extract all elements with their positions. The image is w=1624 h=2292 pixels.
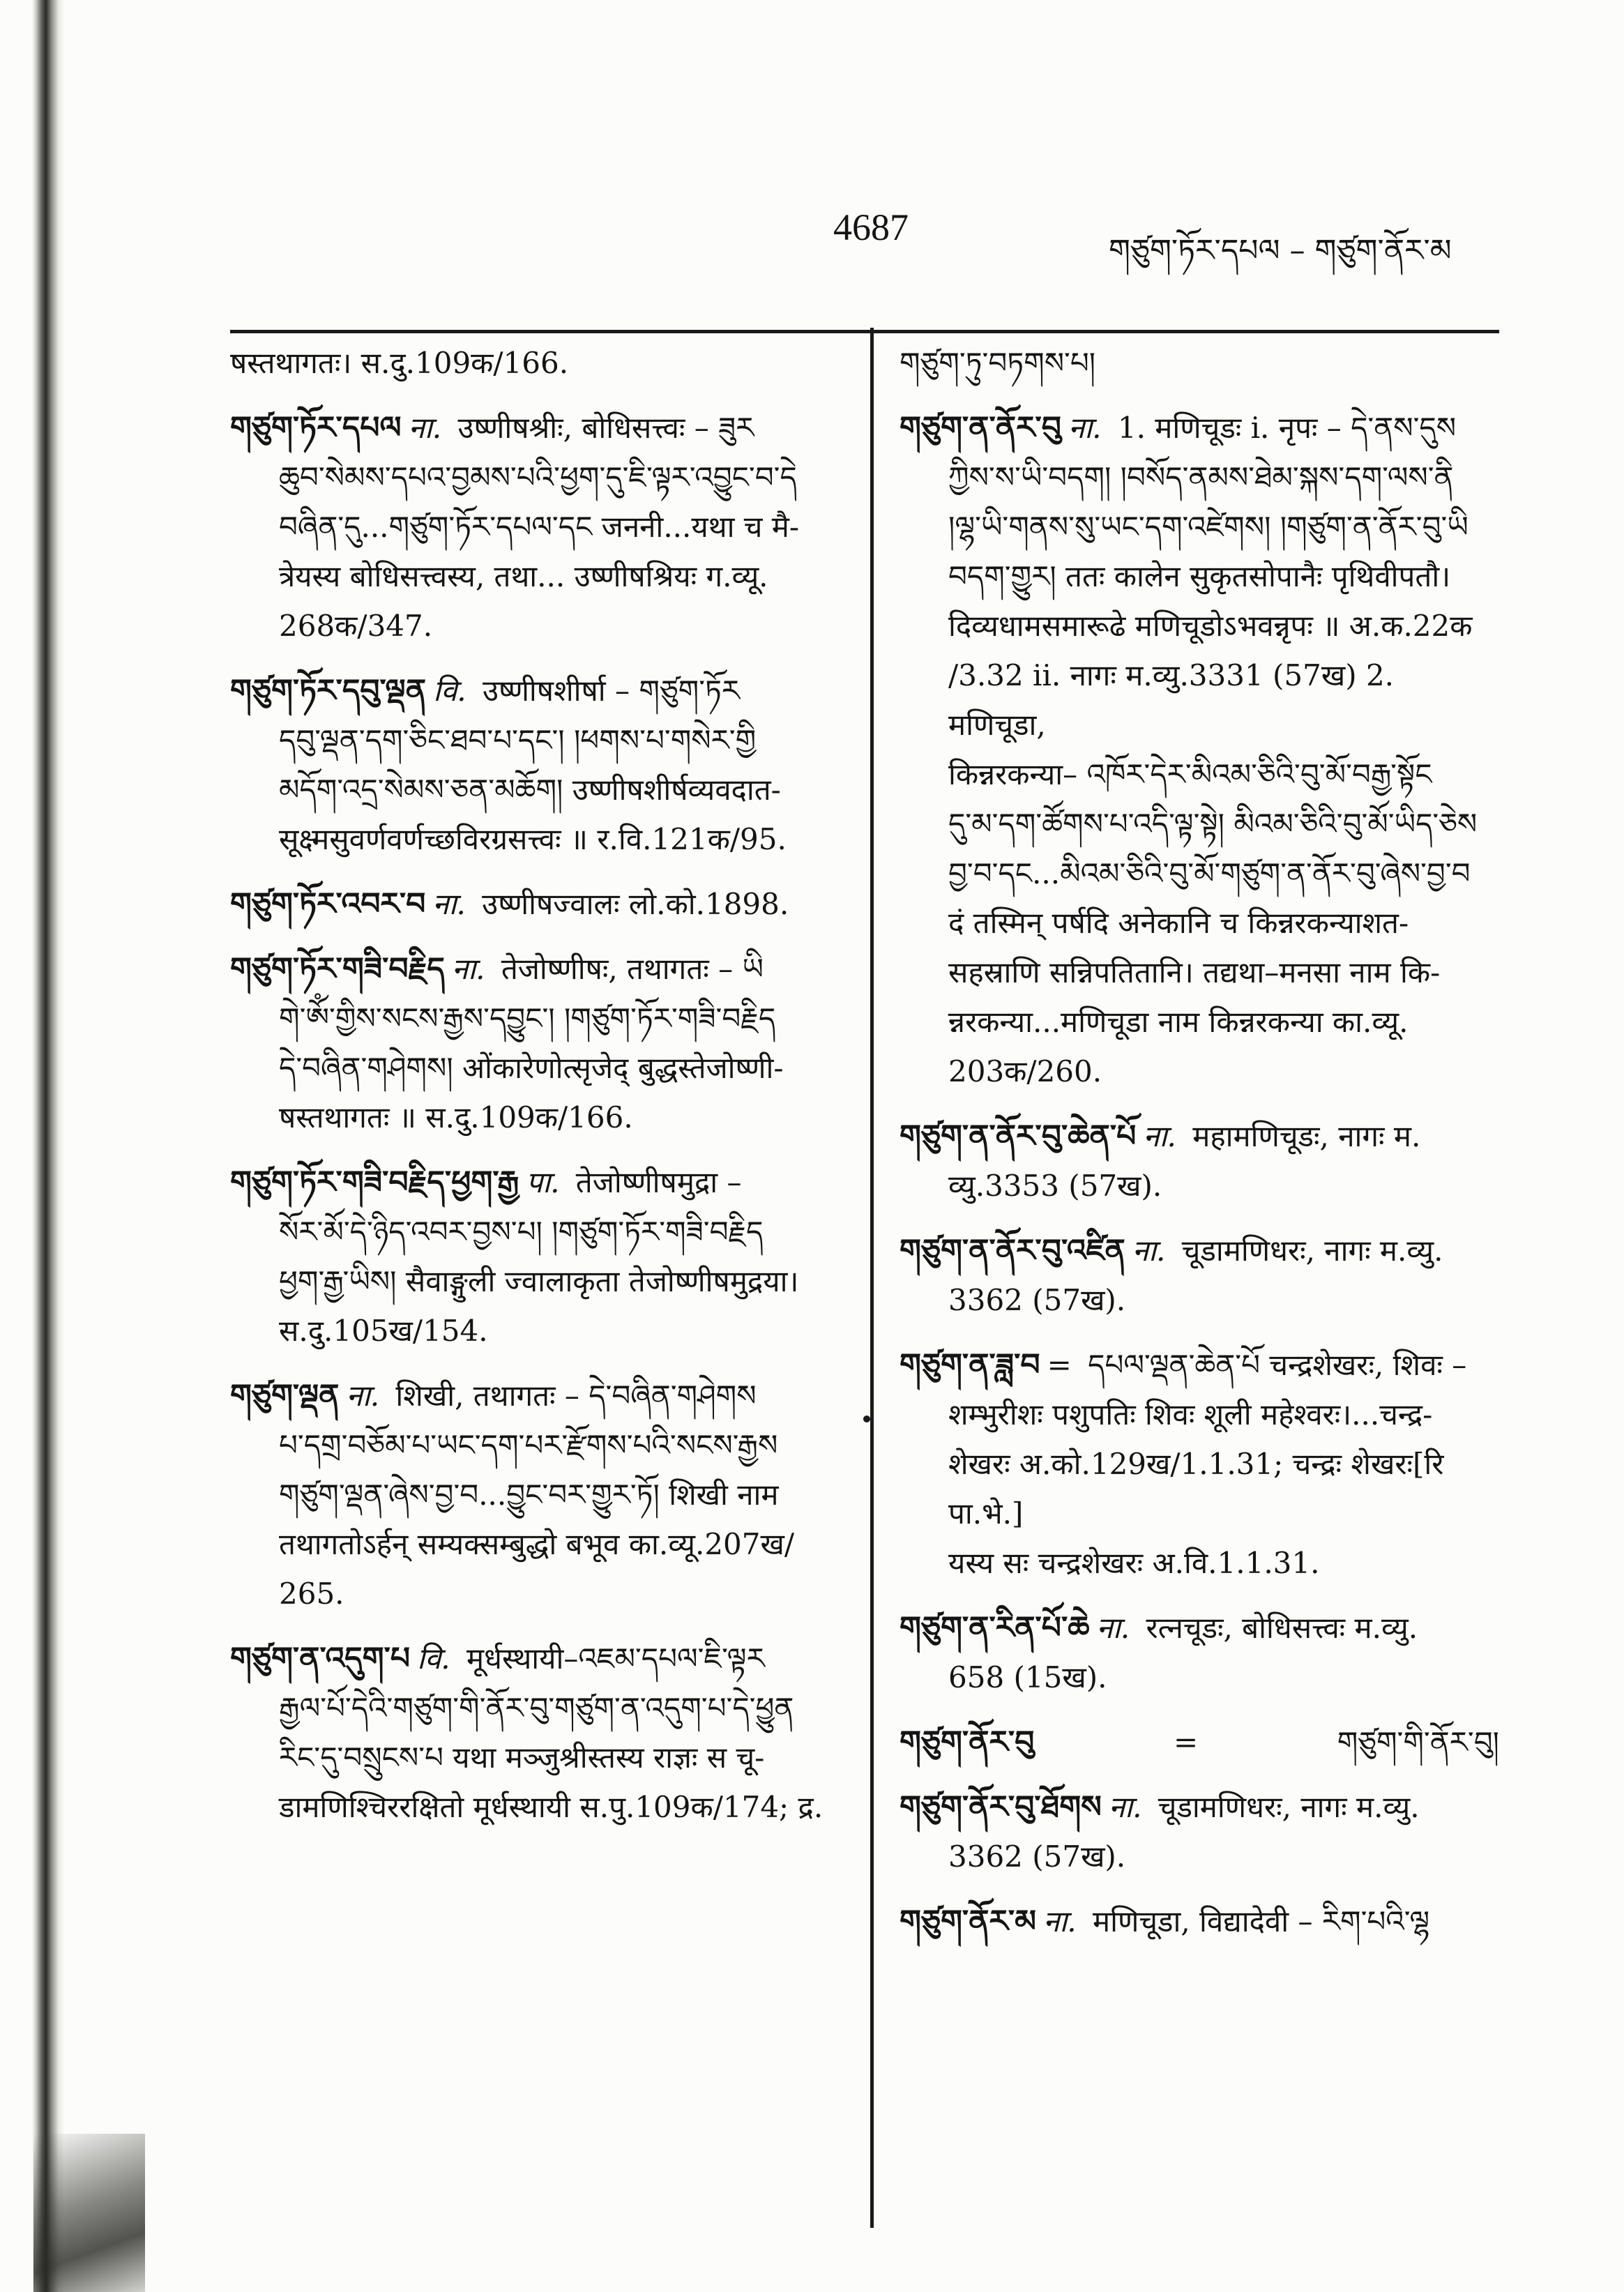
entry-text-line: བཞིན་དུ...གཙུག་ཏོར་དཔལ་དང जननी...यथा च मै- — [279, 510, 800, 544]
headword: གཙུག་ཏོར་གཟི་བརྗིད — [230, 951, 445, 987]
grammar-label: ना. — [1043, 1904, 1077, 1938]
entry-text-line: བྱ་བ་དང...མིའམ་ཅིའི་བུ་མོ་གཙུག་ན་ནོར་བུ་ཞེས་བྱ་བ — [948, 856, 1471, 890]
left-column — [230, 338, 844, 1847]
grammar-label: ना. — [1143, 1119, 1176, 1153]
entry-text-line: 203क/260. — [948, 1054, 1102, 1088]
entry-text-line: चूडामणिधरः, नागः म.व्यु. — [1148, 1790, 1420, 1824]
entry-text-line: उष्णीषशीर्षा – གཙུག་ཏོར — [473, 674, 741, 708]
entry-text-line: शम्भुरीशः पशुपतिः शिवः शूली महेश्वरः।...चन्द्र- — [948, 1397, 1433, 1432]
dictionary-entry — [900, 1603, 1499, 1702]
headword: གཙུག་ན་ནོར་བུ་འཛིན — [900, 1233, 1125, 1268]
entry-text-line: དཔལ་ལྡན་ཆེན་པོ चन्द्रशेखरः, शिवः – — [1078, 1348, 1467, 1382]
headword: གཙུག་ནོར་མ — [900, 1904, 1037, 1939]
entry-text-line: उष्णीषज्वालः लो.को.1898. — [472, 887, 789, 921]
entry-text-line: सूक्ष्मसुवर्णवर्णच्छविरग्रसत्त्वः ॥ र.वि.121क/95. — [279, 822, 787, 856]
dictionary-entry — [900, 338, 1499, 388]
grammar-label: ना. — [451, 952, 485, 986]
entry-text-line: 265. — [279, 1577, 344, 1611]
entry-text-line: किन्नरकन्या– འཁོར་དེར་མིའམ་ཅིའི་བུ་མོ་བརྒྱ་སྟོང — [948, 757, 1432, 791]
grammar-label: ना. — [1108, 1790, 1142, 1824]
dictionary-entry — [230, 1158, 844, 1356]
entry-text-line: ཀྱིས་ས་ཡི་བདག། །བསོད་ནམས་ཐེམ་སྐས་དག་ལས་ནི — [948, 460, 1454, 494]
entry-text-line: त्रेयस्य बोधिसत्त्वस्य, तथा... उष्णीषश्रियः ग.व्यू. — [279, 559, 768, 593]
entry-text-line: व्यु.3353 (57ख). — [948, 1169, 1162, 1203]
entry-text-line: डामणिश्चिररक्षितो मूर्धस्थायी स.पु.109क/174; द्र. — [279, 1790, 824, 1824]
entry-text-line: རྒྱལ་པོ་དེའི་གཙུག་གི་ནོར་བུ་གཙུག་ན་འདུག་པ་དེ་ཕྱུན — [279, 1691, 794, 1725]
entry-text-line: 1. मणिचूडः i. नृपः – དེ་ནས་དུས — [1108, 411, 1457, 445]
grammar-label: पा. — [526, 1165, 560, 1199]
cross-reference: གཙུག་གི་ནོར་བུ། — [1337, 1725, 1499, 1759]
grammar-label: वि. — [433, 674, 466, 708]
headword: གཙུག་ཏོར་འབར་བ — [230, 886, 426, 922]
margin-dot — [863, 1416, 870, 1422]
entry-text-line: 3362 (57ख). — [948, 1839, 1126, 1874]
entry-text-line: शिखी, तथागतः – དེ་བཞིན་གཤེགས — [386, 1379, 757, 1413]
entry-text-line: བདག་གྱུར། ततः कालेन सुकृतसोपानैः पृथिवीपतौ। — [948, 559, 1451, 593]
grammar-label: = — [1047, 1348, 1072, 1382]
entry-text-line: रत्नचूडः, बोधिसत्त्वः म.व्यु. — [1137, 1611, 1418, 1645]
dictionary-entry — [230, 338, 844, 388]
entry-text-line: मूर्धस्थायी–འཇམ་དཔལ་ཇི་ལྟར — [457, 1641, 765, 1676]
grammar-label: ना. — [1096, 1611, 1130, 1645]
entry-text-line: षस्तथागतः ॥ स.दु.109क/166. — [279, 1100, 633, 1134]
entry-text-line: महामणिचूडः, नागः म. — [1183, 1119, 1421, 1153]
entry-text-line: རིང་དུ་བསྲུངས་པ यथा मञ्जुश्रीस्तस्य राज्ञः स चू- — [279, 1740, 765, 1775]
dictionary-entry — [900, 403, 1499, 1096]
dictionary-entry — [230, 1371, 844, 1618]
dictionary-entry — [230, 403, 844, 651]
entry-text-line: शेखरः अ.को.129ख/1.1.31; चन्द्रः शेखरः[रि पा.भे.] — [948, 1447, 1444, 1531]
entry-text-line: स.दु.105ख/154. — [279, 1314, 488, 1348]
grammar-label: ना. — [432, 887, 466, 921]
entry-text-line: དུ་མ་དག་ཚོགས་པ་འདི་ལྟ་སྟེ། མིའམ་ཅིའི་བུ་མོ་ཡིད་ཅེས — [948, 807, 1478, 841]
entry-text-line: चूडामणिधरः, नागः म.व्यु. — [1172, 1234, 1443, 1268]
entry-text-line: यस्य सः चन्द्रशेखरः अ.वि.1.1.31. — [948, 1546, 1320, 1580]
headword: གཙུག་ན་ནོར་བུ་ཆེན་པོ — [900, 1118, 1137, 1154]
header-rule — [230, 330, 1499, 333]
column-divider — [870, 328, 874, 2228]
entry-text-line: པ་དགྲ་བཅོམ་པ་ཡང་དག་པར་རྫོགས་པའི་སངས་རྒྱས — [279, 1428, 778, 1462]
dictionary-entry — [900, 1782, 1499, 1881]
entry-text-line: དབུ་ལྡན་དག་ཅིང་ཐབ་པ་དང་། །ཕགས་པ་གསེར་གྱི — [279, 723, 757, 757]
entry-text-line: दं तस्मिन् पर्षदि अनेकानि च किन्नरकन्याशत- — [948, 906, 1409, 940]
dictionary-entry — [900, 1226, 1499, 1325]
entry-text-line: མདོག་འདྲ་སེམས་ཅན་མཆོག། उष्णीषशीर्षव्यवदात- — [279, 773, 781, 807]
entry-text-line: 658 (15ख). — [948, 1660, 1107, 1694]
scan-corner-shadow — [33, 2134, 145, 2292]
entry-text-line: གཙུག་ཏུ་བཏགས་པ། — [900, 346, 1096, 380]
entry-text-line: तेजोष्णीषमुद्रा – — [566, 1165, 742, 1199]
dictionary-entry — [900, 1111, 1499, 1210]
entry-text-line: मणिचूडा, विद्यादेवी – རིག་པའི་ལྷ — [1083, 1904, 1430, 1938]
entry-text-line: དེ་བཞིན་གཤེགས། ओंकारेणोत्सृजेद् बुद्धस्तेजोष्णी- — [279, 1051, 784, 1085]
page-number: 4687 — [833, 206, 909, 248]
grammar-label: ना. — [1068, 411, 1102, 445]
dictionary-entry — [230, 1634, 844, 1832]
entry-text-line: /3.32 ii. नागः म.व्यु.3331 (57ख) 2. मणिचूडा, — [948, 658, 1395, 742]
entry-text-line: उष्णीषश्रीः, बोधिसत्त्वः – ཟུར — [448, 411, 754, 445]
dictionary-entry — [230, 666, 844, 864]
entry-text-line: तेजोष्णीषः, तथागतः – ཡི — [492, 952, 764, 986]
entry-text-line: दिव्यधामसमारूढे मणिचूडोऽभवन्नृपः ॥ अ.क.22क — [948, 609, 1473, 643]
running-head: གཙུག་ཏོར་དཔལ – གཙུག་ནོར་མ — [1109, 233, 1452, 268]
right-column — [900, 338, 1499, 1961]
headword: གཙུག་ཏོར་གཟི་བརྗིད་ཕྱག་རྒྱ — [230, 1164, 519, 1200]
entry-text-line: न्नरकन्या...मणिचूडा नाम किन्नरकन्या का.व्यू. — [948, 1005, 1409, 1039]
headword: གཙུག་ནོར་བུ་ཐོགས — [900, 1789, 1102, 1825]
entry-text-line: 3362 (57ख). — [948, 1283, 1126, 1317]
headword: གཙུག་ན་འདུག་པ — [230, 1641, 411, 1676]
entry-text-line: གེ་ཨོཾ་གྱིས་སངས་རྒྱས་དབྱུང་། །གཙུག་ཏོར་གཟི་བརྗིད — [279, 1001, 776, 1035]
headword: གཙུག་ནོར་བུ — [900, 1724, 1035, 1760]
entry-text-line: གཙུག་ལྡན་ཞེས་བྱ་བ...བྱུང་བར་གྱུར་ཏོ། शिखी नाम — [279, 1478, 779, 1512]
entry-text-line: སོར་མོ་དེ་ཉིད་འབར་བྱས་པ། །གཙུག་ཏོར་གཟི་བརྗིད — [279, 1215, 764, 1249]
headword: གཙུག་ན་ནོར་བུ — [900, 410, 1061, 446]
headword: གཙུག་ཏོར་དབུ་ལྡན — [230, 673, 427, 708]
headword: གཙུག་ན་རིན་པོ་ཆེ — [900, 1610, 1090, 1646]
grammar-label: वि. — [417, 1641, 450, 1676]
dictionary-entry — [900, 1717, 1499, 1767]
headword: གཙུག་ཏོར་དཔལ — [230, 410, 402, 446]
headword: གཙུག་ལྡན — [230, 1378, 340, 1413]
equals-sign: = — [1173, 1725, 1199, 1759]
entry-text-line: །ལྷ་ཡི་གནས་སུ་ཡང་དག་འཛེགས། །གཙུག་ན་ནོར་བུ་ཡི — [948, 510, 1469, 544]
headword: གཙུག་ན་ཟླ་བ — [900, 1347, 1040, 1383]
dictionary-entry — [230, 879, 844, 929]
dictionary-entry — [230, 944, 844, 1142]
grammar-label: ना. — [1132, 1234, 1166, 1268]
entry-text-line: 268क/347. — [279, 609, 433, 643]
entry-text-line: ཕྱག་རྒྱ་ཡིས། सैवाङ्गुली ज्वालाकृता तेजोष्णीषमुद्रया। — [279, 1264, 799, 1298]
dictionary-entry — [900, 1340, 1499, 1588]
entry-text-line: सहस्राणि सन्निपतितानि। तद्यथा–मनसा नाम कि- — [948, 955, 1441, 989]
entry-text-line: ཆུབ་སེམས་དཔའ་བྱམས་པའི་ཕྱག་དུ་ཇི་ལྟར་འབྱུང་བ་དེ — [279, 460, 797, 494]
book-binding-shadow — [0, 0, 64, 2292]
entry-text-line: षस्तथागतः। स.दु.109क/166. — [230, 346, 569, 380]
entry-text-line: तथागतोऽर्हन् सम्यक्सम्बुद्धो बभूव का.व्यू.207ख/ — [279, 1527, 794, 1561]
grammar-label: ना. — [346, 1379, 380, 1413]
grammar-label: ना. — [408, 411, 442, 445]
dictionary-entry — [900, 1897, 1499, 1946]
